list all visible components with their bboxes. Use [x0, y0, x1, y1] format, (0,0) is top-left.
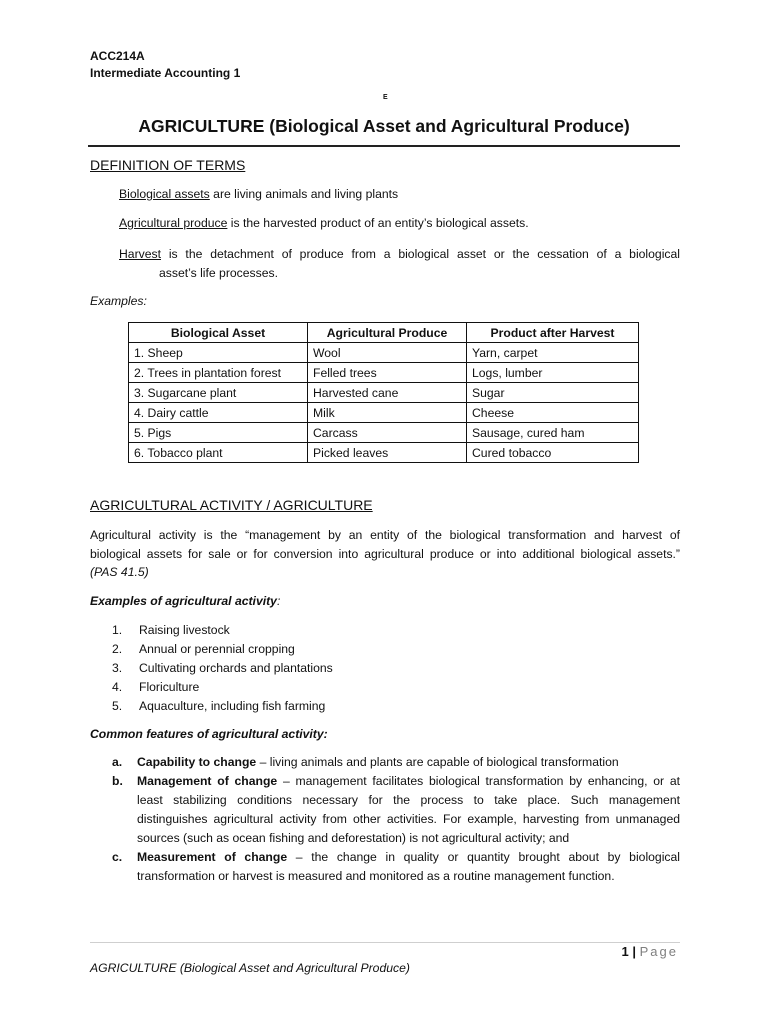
examples-activity-heading: Examples of agricultural activity: — [90, 594, 281, 608]
term-biological-assets: Biological assets — [119, 187, 210, 201]
list-item: 5. Aquaculture, including fish farming — [112, 699, 326, 713]
list-item: a. Capability to change – living animals and plants are capable of biological transformation — [112, 755, 619, 769]
table-cell: Harvested cane — [308, 383, 467, 403]
features-list — [112, 753, 680, 886]
list-item: 1. Raising livestock — [112, 623, 230, 637]
table-cell: Logs, lumber — [467, 363, 639, 383]
table-cell: 6. Tobacco plant — [129, 443, 308, 463]
course-name: Intermediate Accounting 1 — [90, 66, 241, 80]
definitions-heading: DEFINITION OF TERMS — [90, 157, 246, 173]
table-cell: 1. Sheep — [129, 343, 308, 363]
table-cell: 3. Sugarcane plant — [129, 383, 308, 403]
table-row — [129, 443, 639, 463]
table-cell: Carcass — [308, 423, 467, 443]
table-cell: Picked leaves — [308, 443, 467, 463]
activity-examples-list — [112, 621, 333, 716]
table-cell: Wool — [308, 343, 467, 363]
table-cell: Yarn, carpet — [467, 343, 639, 363]
activity-heading: AGRICULTURAL ACTIVITY / AGRICULTURE — [90, 497, 373, 513]
table-header-cell: Agricultural Produce — [308, 323, 467, 343]
definition-text: are living animals and living plants — [209, 187, 399, 201]
course-code: ACC214A — [90, 49, 145, 63]
footer-rule — [90, 942, 680, 943]
list-item: 2. Annual or perennial cropping — [112, 642, 295, 656]
table-cell: Cured tobacco — [467, 443, 639, 463]
activity-line-1: Agricultural activity is the “management by an entity of the biological transformation and harvest of — [90, 528, 680, 542]
harvest-line-2: asset’s life processes. — [159, 265, 278, 280]
table-header-cell: Product after Harvest — [467, 323, 639, 343]
activity-line-2: biological assets for sale or for conversion into agricultural produce or into additional biological assets.” — [90, 546, 680, 561]
table-header-cell: Biological Asset — [129, 323, 308, 343]
table-row — [129, 363, 639, 383]
term-agricultural-produce: Agricultural produce — [119, 216, 228, 230]
table-row — [129, 383, 639, 403]
title-rule — [88, 145, 680, 147]
definition-biological-assets — [119, 185, 398, 204]
examples-label: Examples: — [90, 294, 147, 308]
examples-table — [128, 322, 639, 463]
page-title: AGRICULTURE (Biological Asset and Agricultural Produce) — [138, 116, 630, 136]
harvest-line-1: Harvest is the detachment of produce from a biological asset or the cessation of a biological — [119, 247, 680, 261]
activity-citation: (PAS 41.5) — [90, 565, 149, 579]
table-header-row — [129, 323, 639, 343]
page-number: 1 | Page — [621, 944, 678, 959]
table-row — [129, 423, 639, 443]
table-row — [129, 403, 639, 423]
table-cell: 5. Pigs — [129, 423, 308, 443]
table-cell: Sugar — [467, 383, 639, 403]
table-cell: Cheese — [467, 403, 639, 423]
list-item: c. Measurement of change – the change in quality or quantity brought about by biological transformation or harvest is measured and monitored as a routine management function. — [112, 850, 680, 883]
list-item: 3. Cultivating orchards and plantations — [112, 661, 333, 675]
definition-harvest — [119, 245, 680, 282]
term-harvest: Harvest — [119, 247, 161, 261]
table-cell: 2. Trees in plantation forest — [129, 363, 308, 383]
list-item: b. Management of change – management facilitates biological transformation by enhancing, or at least stabilizing conditions necessary for the process to take place. Such management distinguishes agricultural activity from other activities. For example, harvesting from unmanaged sources (such as ocean fishing and deforestation) is not agricultural activity; and — [112, 774, 681, 845]
table-cell: Sausage, cured ham — [467, 423, 639, 443]
table-cell: Milk — [308, 403, 467, 423]
features-heading: Common features of agricultural activity: — [90, 727, 328, 741]
activity-definition — [90, 526, 680, 582]
definition-text: is the harvested product of an entity’s biological assets. — [227, 216, 529, 230]
table-cell: 4. Dairy cattle — [129, 403, 308, 423]
footer-title: AGRICULTURE (Biological Asset and Agricultural Produce) — [90, 961, 410, 975]
table-row — [129, 343, 639, 363]
header-mark: E — [383, 94, 388, 101]
document-header — [90, 48, 240, 82]
definition-agricultural-produce — [119, 214, 529, 233]
table-cell: Felled trees — [308, 363, 467, 383]
list-item: 4. Floriculture — [112, 680, 200, 694]
